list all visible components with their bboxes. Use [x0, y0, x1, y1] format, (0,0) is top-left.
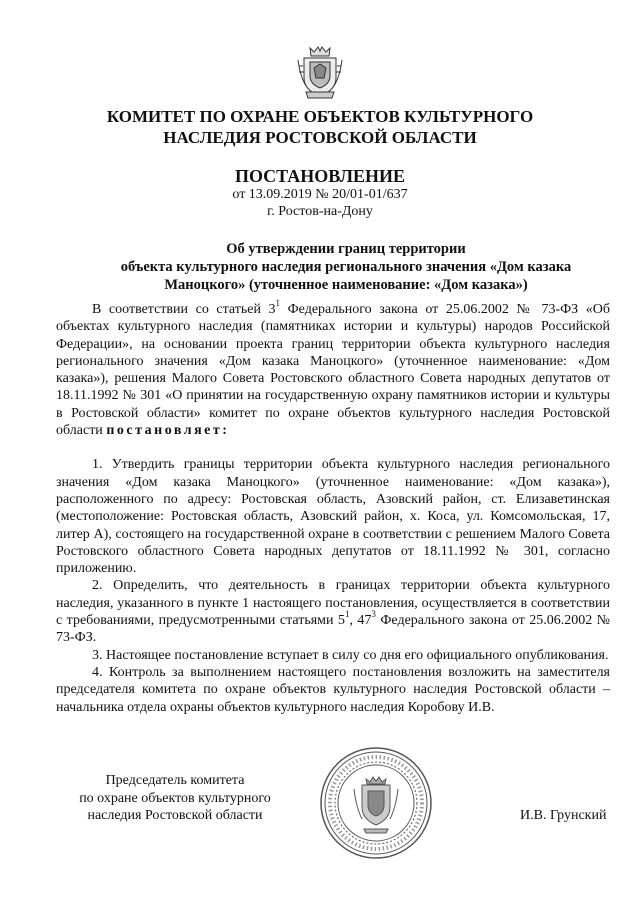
official-seal-stamp-icon: [318, 745, 434, 861]
subject-line2: объекта культурного наследия регионального значения «Дом казака: [120, 259, 572, 275]
signatory-name: И.В. Грунский: [520, 808, 607, 823]
item-2-paragraph: [56, 577, 610, 646]
item-4-paragraph: 4. Контроль за выполнением настоящего постановления возложить на заместителя председателя комитета по охране объектов культурного наследия Ростовской области – начальника отдела охраны объектов культурного наследия Коробову И.В.: [56, 664, 610, 715]
document-city: г. Ростов-на-Дону: [267, 204, 373, 219]
document-subject: [108, 240, 584, 294]
signatory-title-line1: Председатель комитета: [105, 773, 245, 788]
coat-of-arms-emblem-icon: [296, 42, 344, 102]
item-2-superscript-2: 3: [371, 609, 376, 620]
organization-name-line1: КОМИТЕТ ПО ОХРАНЕ ОБЪЕКТОВ КУЛЬТУРНОГО: [106, 107, 534, 126]
preamble-text-part2: Федерального закона от 25.06.2002 № 73-ФЗ «Об объектах культурного наследия (памятниках истории и культуры) народов Российской Федерации», на основании проекта границ территории объекта культурного наследия регионального значения «Дом казака Маноцкого» (уточненное наименование: «Дом казака»), решения Малого Совета Ростовского областного Совета народных депутатов от 18.11.1992 № 301 «О принятии на государственную охрану памятников истории и культуры в Ростовской области» комитет по охране объектов культурного наследия Ростовской области: [56, 302, 610, 439]
signatory-title-line3: наследия Ростовской области: [87, 808, 263, 823]
subject-line1: Об утверждении границ территории: [226, 241, 466, 257]
preamble-superscript: 1: [275, 298, 281, 309]
document-number-date: от 13.09.2019 № 20/01-01/637: [232, 187, 408, 202]
organization-name: [70, 106, 570, 148]
decree-word: постановляет:: [106, 423, 230, 439]
item-2-text-part3: Федерального закона от 25.06.2002 № 73-ФЗ.: [56, 613, 611, 646]
document-body: [56, 298, 611, 716]
item-2-text-part2: , 47: [349, 613, 372, 629]
subject-line3: Маноцкого» (уточненное наименование: «Дом казака»): [164, 277, 528, 293]
item-1-paragraph: 1. Утвердить границы территории объекта культурного наследия регионального значения «Дом казака Маноцкого» (уточненное наименование: «Дом казака»), расположенного по адресу: Ростовская область, Азовский район, ст. Елизаветинская (местоположение: Ростовская область, Азовский район, х. Коса, ул. Комсомольская, 17, литер А), состоящего на государственной охране в соответствии с решением Малого Совета Ростовского областного Совета народных депутатов от 18.11.1992 № 301, согласно приложению.: [56, 457, 610, 577]
preamble-paragraph: [56, 298, 610, 439]
signatory-title-line2: по охране объектов культурного: [79, 790, 271, 806]
document-type: ПОСТАНОВЛЕНИЕ: [234, 166, 406, 186]
item-3-paragraph: 3. Настоящее постановление вступает в силу со дня его официального опубликования.: [92, 647, 609, 663]
signatory-title: [70, 772, 280, 825]
item-2-text-part1: 2. Определить, что деятельность в границах территории объекта культурного наследия, указанного в пункте 1 настоящего постановления, осуществляется в соответствии с требованиями, предусмотренными статьями 5: [56, 578, 610, 629]
item-2-superscript-1: 1: [344, 609, 350, 620]
organization-name-line2: НАСЛЕДИЯ РОСТОВСКОЙ ОБЛАСТИ: [163, 128, 477, 147]
preamble-text-part1: В соответствии со статьей 3: [92, 302, 276, 317]
